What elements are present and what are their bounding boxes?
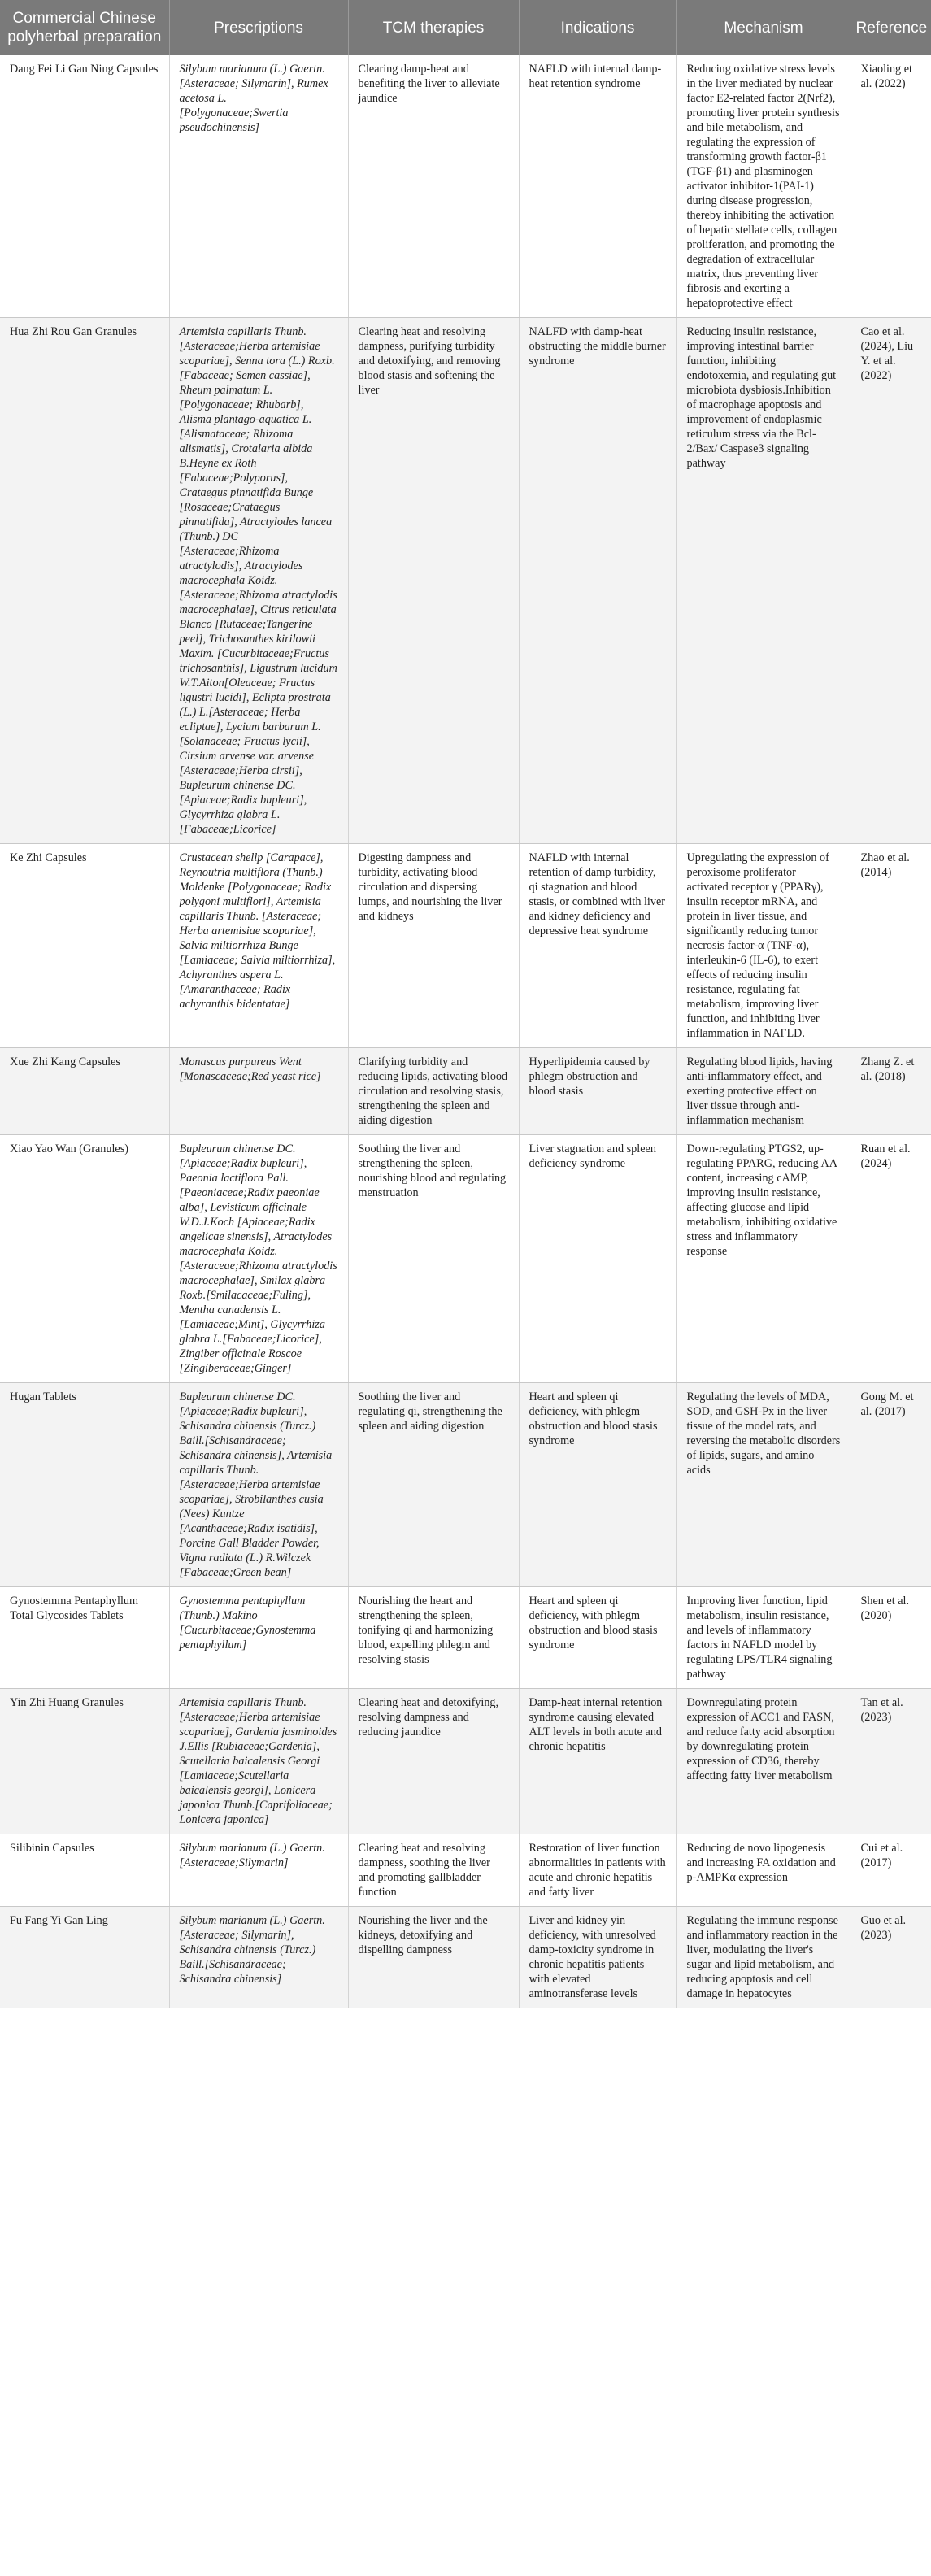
header-prescriptions: Prescriptions bbox=[169, 0, 348, 55]
header-indications: Indications bbox=[519, 0, 676, 55]
cell-mechanism: Reducing insulin resistance, improving intestinal barrier function, inhibiting endotoxemia, and regulating gut microbiota dysbiosis.Inhibition of macrophage apoptosis and improvement of endoplasmic reticulum stress via the Bcl-2/Bax/ Caspase3 signaling pathway bbox=[676, 318, 851, 844]
table-row bbox=[0, 1587, 931, 1689]
cell-preparation: Dang Fei Li Gan Ning Capsules bbox=[0, 55, 169, 318]
cell-tcm-therapies: Soothing the liver and regulating qi, strengthening the spleen and aiding digestion bbox=[348, 1383, 519, 1587]
cell-indications: Damp-heat internal retention syndrome causing elevated ALT levels in both acute and chronic hepatitis bbox=[519, 1689, 676, 1834]
cell-prescriptions: Silybum marianum (L.) Gaertn. [Asteraceae; Silymarin], Rumex acetosa L. [Polygonaceae;Swertia pseudochinensis] bbox=[169, 55, 348, 318]
cell-reference: Shen et al. (2020) bbox=[851, 1587, 931, 1689]
table-row bbox=[0, 1383, 931, 1587]
cell-prescriptions: Gynostemma pentaphyllum (Thunb.) Makino [Cucurbitaceae;Gynostemma pentaphyllum] bbox=[169, 1587, 348, 1689]
cell-reference: Cao et al. (2024), Liu Y. et al. (2022) bbox=[851, 318, 931, 844]
header-preparation: Commercial Chinese polyherbal preparation bbox=[0, 0, 169, 55]
header-reference: Reference bbox=[851, 0, 931, 55]
cell-prescriptions: Monascus purpureus Went [Monascaceae;Red yeast rice] bbox=[169, 1048, 348, 1135]
cell-mechanism: Downregulating protein expression of ACC1 and FASN, and reduce fatty acid absorption by downregulating protein expression of CD36, thereby affecting fatty liver metabolism bbox=[676, 1689, 851, 1834]
cell-reference: Tan et al. (2023) bbox=[851, 1689, 931, 1834]
cell-prescriptions: Artemisia capillaris Thunb.[Asteraceae;Herba artemisiae scopariae], Gardenia jasminoides J.Ellis [Rubiaceae;Gardenia], Scutellaria baicalensis Georgi [Lamiaceae;Scutellaria baicalensis georgi], Lonicera japonica Thunb.[Caprifoliaceae; Lonicera japonica] bbox=[169, 1689, 348, 1834]
cell-tcm-therapies: Nourishing the liver and the kidneys, detoxifying and dispelling dampness bbox=[348, 1907, 519, 2008]
cell-preparation: Yin Zhi Huang Granules bbox=[0, 1689, 169, 1834]
cell-prescriptions: Bupleurum chinense DC.[Apiaceae;Radix bupleuri], Paeonia lactiflora Pall.[Paeoniaceae;Radix paeoniae alba], Levisticum officinale W.D.J.Koch [Apiaceae;Radix angelicae sinensis], Atractylodes macrocephala Koidz.[Asteraceae;Rhizoma atractylodis macrocephalae], Smilax glabra Roxb.[Smilacaceae;Fuling], Mentha canadensis L.[Lamiaceae;Mint], Glycyrrhiza glabra L.[Fabaceae;Licorice], Zingiber officinale Roscoe [Zingiberaceae;Ginger] bbox=[169, 1135, 348, 1383]
cell-indications: NAFLD with internal retention of damp turbidity, qi stagnation and blood stasis, or combined with liver and kidney deficiency and depressive heat syndrome bbox=[519, 844, 676, 1048]
cell-mechanism: Regulating the immune response and inflammatory reaction in the liver, modulating the liver's sugar and lipid metabolism, and reducing apoptosis and cell damage in hepatocytes bbox=[676, 1907, 851, 2008]
cell-reference: Cui et al. (2017) bbox=[851, 1834, 931, 1907]
table-row bbox=[0, 1907, 931, 2008]
cell-tcm-therapies: Soothing the liver and strengthening the spleen, nourishing blood and regulating menstruation bbox=[348, 1135, 519, 1383]
cell-tcm-therapies: Clearing heat and resolving dampness, soothing the liver and promoting gallbladder function bbox=[348, 1834, 519, 1907]
cell-tcm-therapies: Clearing damp-heat and benefiting the liver to alleviate jaundice bbox=[348, 55, 519, 318]
cell-indications: NALFD with damp-heat obstructing the middle burner syndrome bbox=[519, 318, 676, 844]
cell-tcm-therapies: Clearing heat and detoxifying, resolving dampness and reducing jaundice bbox=[348, 1689, 519, 1834]
cell-mechanism: Reducing oxidative stress levels in the liver mediated by nuclear factor E2-related factor 2(Nrf2), promoting liver protein synthesis and bile metabolism, and regulating the expression of transforming growth factor-β1 (TGF-β1) and plasminogen activator inhibitor-1(PAI-1) during disease progression, thereby inhibiting the activation of hepatic stellate cells, collagen proliferation, and promoting the degradation of extracellular matrix, thus preventing liver fibrosis and exerting a hepatoprotective effect bbox=[676, 55, 851, 318]
table-row bbox=[0, 1135, 931, 1383]
header-mechanism: Mechanism bbox=[676, 0, 851, 55]
table-row bbox=[0, 1834, 931, 1907]
cell-preparation: Silibinin Capsules bbox=[0, 1834, 169, 1907]
cell-preparation: Hua Zhi Rou Gan Granules bbox=[0, 318, 169, 844]
cell-tcm-therapies: Clarifying turbidity and reducing lipids, activating blood circulation and resolving stasis, strengthening the spleen and aiding digestion bbox=[348, 1048, 519, 1135]
table-row bbox=[0, 55, 931, 318]
cell-reference: Ruan et al. (2024) bbox=[851, 1135, 931, 1383]
cell-indications: Heart and spleen qi deficiency, with phlegm obstruction and blood stasis syndrome bbox=[519, 1587, 676, 1689]
cell-indications: NAFLD with internal damp-heat retention syndrome bbox=[519, 55, 676, 318]
cell-preparation: Xue Zhi Kang Capsules bbox=[0, 1048, 169, 1135]
cell-preparation: Hugan Tablets bbox=[0, 1383, 169, 1587]
cell-preparation: Xiao Yao Wan (Granules) bbox=[0, 1135, 169, 1383]
cell-preparation: Fu Fang Yi Gan Ling bbox=[0, 1907, 169, 2008]
cell-mechanism: Improving liver function, lipid metabolism, insulin resistance, and levels of inflammatory factors in NAFLD model by regulating LPS/TLR4 signaling pathway bbox=[676, 1587, 851, 1689]
cell-tcm-therapies: Clearing heat and resolving dampness, purifying turbidity and detoxifying, and removing blood stasis and softening the liver bbox=[348, 318, 519, 844]
header-tcm-therapies: TCM therapies bbox=[348, 0, 519, 55]
table-row bbox=[0, 1689, 931, 1834]
table-row bbox=[0, 318, 931, 844]
cell-prescriptions: Crustacean shellp [Carapace], Reynoutria multiflora (Thunb.) Moldenke [Polygonaceae; Radix polygoni multiflori], Artemisia capillaris Thunb. [Asteraceae; Herba artemisiae scopariae], Salvia miltiorrhiza Bunge [Lamiaceae; Salvia miltiorrhiza], Achyranthes aspera L. [Amaranthaceae; Radix achyranthis bidentatae] bbox=[169, 844, 348, 1048]
cell-preparation: Gynostemma Pentaphyllum Total Glycosides Tablets bbox=[0, 1587, 169, 1689]
cell-mechanism: Reducing de novo lipogenesis and increasing FA oxidation and p-AMPKα expression bbox=[676, 1834, 851, 1907]
cell-preparation: Ke Zhi Capsules bbox=[0, 844, 169, 1048]
cell-reference: Xiaoling et al. (2022) bbox=[851, 55, 931, 318]
cell-indications: Heart and spleen qi deficiency, with phlegm obstruction and blood stasis syndrome bbox=[519, 1383, 676, 1587]
cell-reference: Zhao et al. (2014) bbox=[851, 844, 931, 1048]
cell-tcm-therapies: Digesting dampness and turbidity, activating blood circulation and dispersing lumps, and nourishing the liver and kidneys bbox=[348, 844, 519, 1048]
header-row bbox=[0, 0, 931, 55]
cell-prescriptions: Silybum marianum (L.) Gaertn. [Asteraceae;Silymarin] bbox=[169, 1834, 348, 1907]
cell-prescriptions: Artemisia capillaris Thunb.[Asteraceae;Herba artemisiae scopariae], Senna tora (L.) Roxb.[Fabaceae; Semen cassiae], Rheum palmatum L. [Polygonaceae; Rhubarb], Alisma plantago-aquatica L.[Alismataceae; Rhizoma alismatis], Crotalaria albida B.Heyne ex Roth [Fabaceae;Polyporus], Crataegus pinnatifida Bunge [Rosaceae;Crataegus pinnatifida], Atractylodes lancea (Thunb.) DC [Asteraceae;Rhizoma atractylodis], Atractylodes macrocephala Koidz.[Asteraceae;Rhizoma atractylodis macrocephalae], Citrus reticulata Blanco [Rutaceae;Tangerine peel], Trichosanthes kirilowii Maxim. [Cucurbitaceae;Fructus trichosanthis], Ligustrum lucidum W.T.Aiton[Oleaceae; Fructus ligustri lucidi], Eclipta prostrata (L.) L.[Asteraceae; Herba ecliptae], Lycium barbarum L.[Solanaceae; Fructus lycii], Cirsium arvense var. arvense [Asteraceae;Herba cirsii], Bupleurum chinense DC.[Apiaceae;Radix bupleuri], Glycyrrhiza glabra L.[Fabaceae;Licorice] bbox=[169, 318, 348, 844]
cell-indications: Restoration of liver function abnormalities in patients with acute and chronic hepatitis and fatty liver bbox=[519, 1834, 676, 1907]
cell-mechanism: Regulating blood lipids, having anti-inflammatory effect, and exerting protective effect on liver tissue through anti-inflammation mechanism bbox=[676, 1048, 851, 1135]
cell-prescriptions: Bupleurum chinense DC.[Apiaceae;Radix bupleuri], Schisandra chinensis (Turcz.) Baill.[Schisandraceae; Schisandra chinensis], Artemisia capillaris Thunb.[Asteraceae;Herba artemisiae scopariae], Strobilanthes cusia (Nees) Kuntze [Acanthaceae;Radix isatidis], Porcine Gall Bladder Powder, Vigna radiata (L.) R.Wilczek [Fabaceae;Green bean] bbox=[169, 1383, 348, 1587]
cell-reference: Gong M. et al. (2017) bbox=[851, 1383, 931, 1587]
cell-reference: Guo et al. (2023) bbox=[851, 1907, 931, 2008]
table-row bbox=[0, 1048, 931, 1135]
cell-mechanism: Upregulating the expression of peroxisome proliferator activated receptor γ (PPARγ), insulin receptor mRNA, and protein in liver tissue, and significantly reducing tumor necrosis factor-α (TNF-α), interleukin-6 (IL-6), to exert effects of reducing insulin resistance, regulating fat metabolism, improving liver function, and inhibiting liver inflammation in NAFLD. bbox=[676, 844, 851, 1048]
cell-tcm-therapies: Nourishing the heart and strengthening the spleen, tonifying qi and harmonizing blood, expelling phlegm and resolving stasis bbox=[348, 1587, 519, 1689]
cell-indications: Liver and kidney yin deficiency, with unresolved damp-toxicity syndrome in chronic hepatitis patients with elevated aminotransferase levels bbox=[519, 1907, 676, 2008]
cell-indications: Liver stagnation and spleen deficiency syndrome bbox=[519, 1135, 676, 1383]
cell-prescriptions: Silybum marianum (L.) Gaertn. [Asteraceae; Silymarin], Schisandra chinensis (Turcz.) Baill.[Schisandraceae; Schisandra chinensis] bbox=[169, 1907, 348, 2008]
cell-mechanism: Regulating the levels of MDA, SOD, and GSH-Px in the liver tissue of the model rats, and reversing the metabolic disorders of lipids, sugars, and amino acids bbox=[676, 1383, 851, 1587]
table-row bbox=[0, 844, 931, 1048]
cell-mechanism: Down-regulating PTGS2, up-regulating PPARG, reducing AA content, increasing cAMP, improving insulin resistance, affecting glucose and lipid metabolism, inhibiting oxidative stress and inflammatory response bbox=[676, 1135, 851, 1383]
cell-reference: Zhang Z. et al. (2018) bbox=[851, 1048, 931, 1135]
cell-indications: Hyperlipidemia caused by phlegm obstruction and blood stasis bbox=[519, 1048, 676, 1135]
